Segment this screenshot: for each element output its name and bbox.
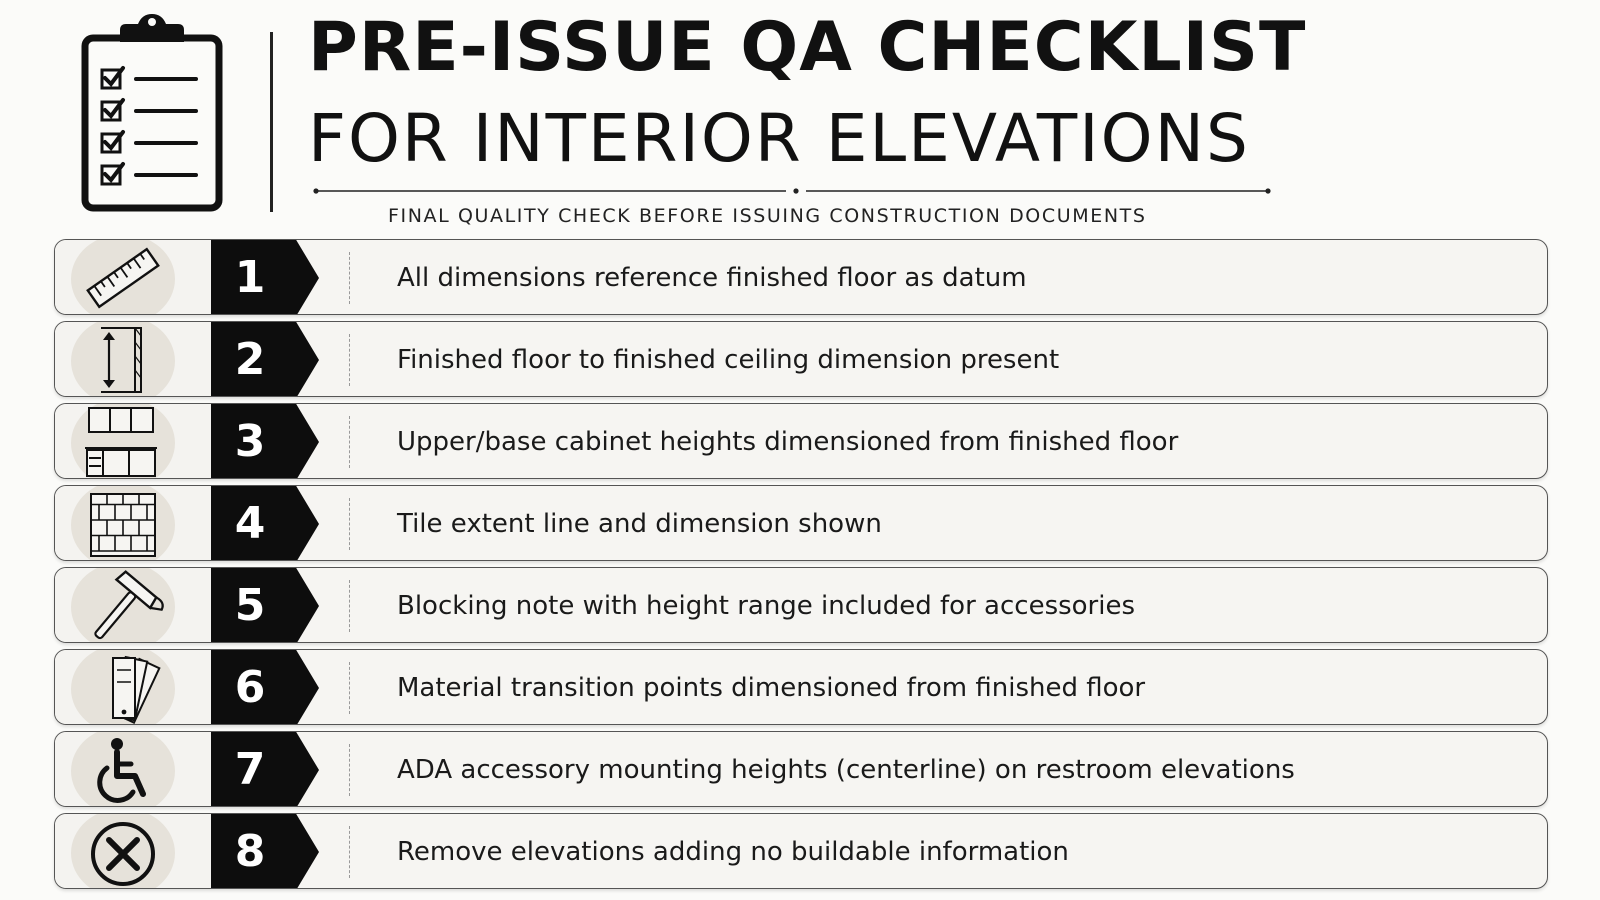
cabinets-icon	[73, 404, 173, 479]
item-text: Upper/base cabinet heights dimensioned from finished floor	[397, 427, 1179, 457]
item-text: All dimensions reference finished floor as datum	[397, 263, 1027, 293]
item-text: Tile extent line and dimension shown	[397, 509, 882, 539]
item-icon-cell	[55, 814, 211, 888]
item-text: ADA accessory mounting heights (centerline) on restroom elevations	[397, 755, 1295, 785]
dashed-separator	[349, 334, 350, 386]
item-number: 6	[234, 662, 266, 713]
dashed-separator	[349, 826, 350, 878]
item-number: 2	[234, 334, 266, 385]
checklist-item	[54, 813, 1548, 889]
dashed-separator	[349, 498, 350, 550]
checklist-item	[54, 321, 1548, 397]
dashed-separator	[349, 662, 350, 714]
item-icon-cell	[55, 322, 211, 396]
tile-wall-icon	[73, 486, 173, 561]
page-title: PRE-ISSUE QA CHECKLIST	[308, 8, 1307, 87]
checklist	[54, 239, 1548, 895]
ruler-icon	[73, 240, 173, 315]
item-text: Remove elevations adding no buildable information	[397, 837, 1069, 867]
item-number: 5	[234, 580, 266, 631]
remove-x-icon	[73, 814, 173, 889]
hammer-icon	[73, 568, 173, 643]
item-text: Finished floor to finished ceiling dimension present	[397, 345, 1060, 375]
clipboard-checklist-icon	[80, 12, 226, 214]
wheelchair-icon	[73, 732, 173, 807]
checklist-item	[54, 239, 1548, 315]
dashed-separator	[349, 744, 350, 796]
title-rule	[312, 186, 1272, 196]
item-icon-cell	[55, 650, 211, 724]
item-icon-cell	[55, 732, 211, 806]
material-swatches-icon	[73, 650, 173, 725]
floor-to-ceiling-dimension-icon	[73, 322, 173, 397]
checklist-item	[54, 731, 1548, 807]
checklist-item	[54, 485, 1548, 561]
item-number: 8	[234, 826, 266, 877]
item-icon-cell	[55, 240, 211, 314]
dashed-separator	[349, 580, 350, 632]
item-icon-cell	[55, 404, 211, 478]
checklist-item	[54, 403, 1548, 479]
header	[0, 0, 1600, 236]
item-number: 1	[234, 252, 266, 303]
item-text: Material transition points dimensioned from finished floor	[397, 673, 1146, 703]
item-number: 3	[234, 416, 266, 467]
item-icon-cell	[55, 486, 211, 560]
item-text: Blocking note with height range included for accessories	[397, 591, 1136, 621]
dashed-separator	[349, 252, 350, 304]
page-title-line2: FOR INTERIOR ELEVATIONS	[308, 100, 1250, 177]
checklist-item	[54, 649, 1548, 725]
checklist-item	[54, 567, 1548, 643]
item-number: 7	[234, 744, 266, 795]
subtitle: FINAL QUALITY CHECK BEFORE ISSUING CONSTRUCTION DOCUMENTS	[388, 205, 1147, 227]
dashed-separator	[349, 416, 350, 468]
header-divider	[270, 32, 273, 212]
item-icon-cell	[55, 568, 211, 642]
item-number: 4	[234, 498, 266, 549]
